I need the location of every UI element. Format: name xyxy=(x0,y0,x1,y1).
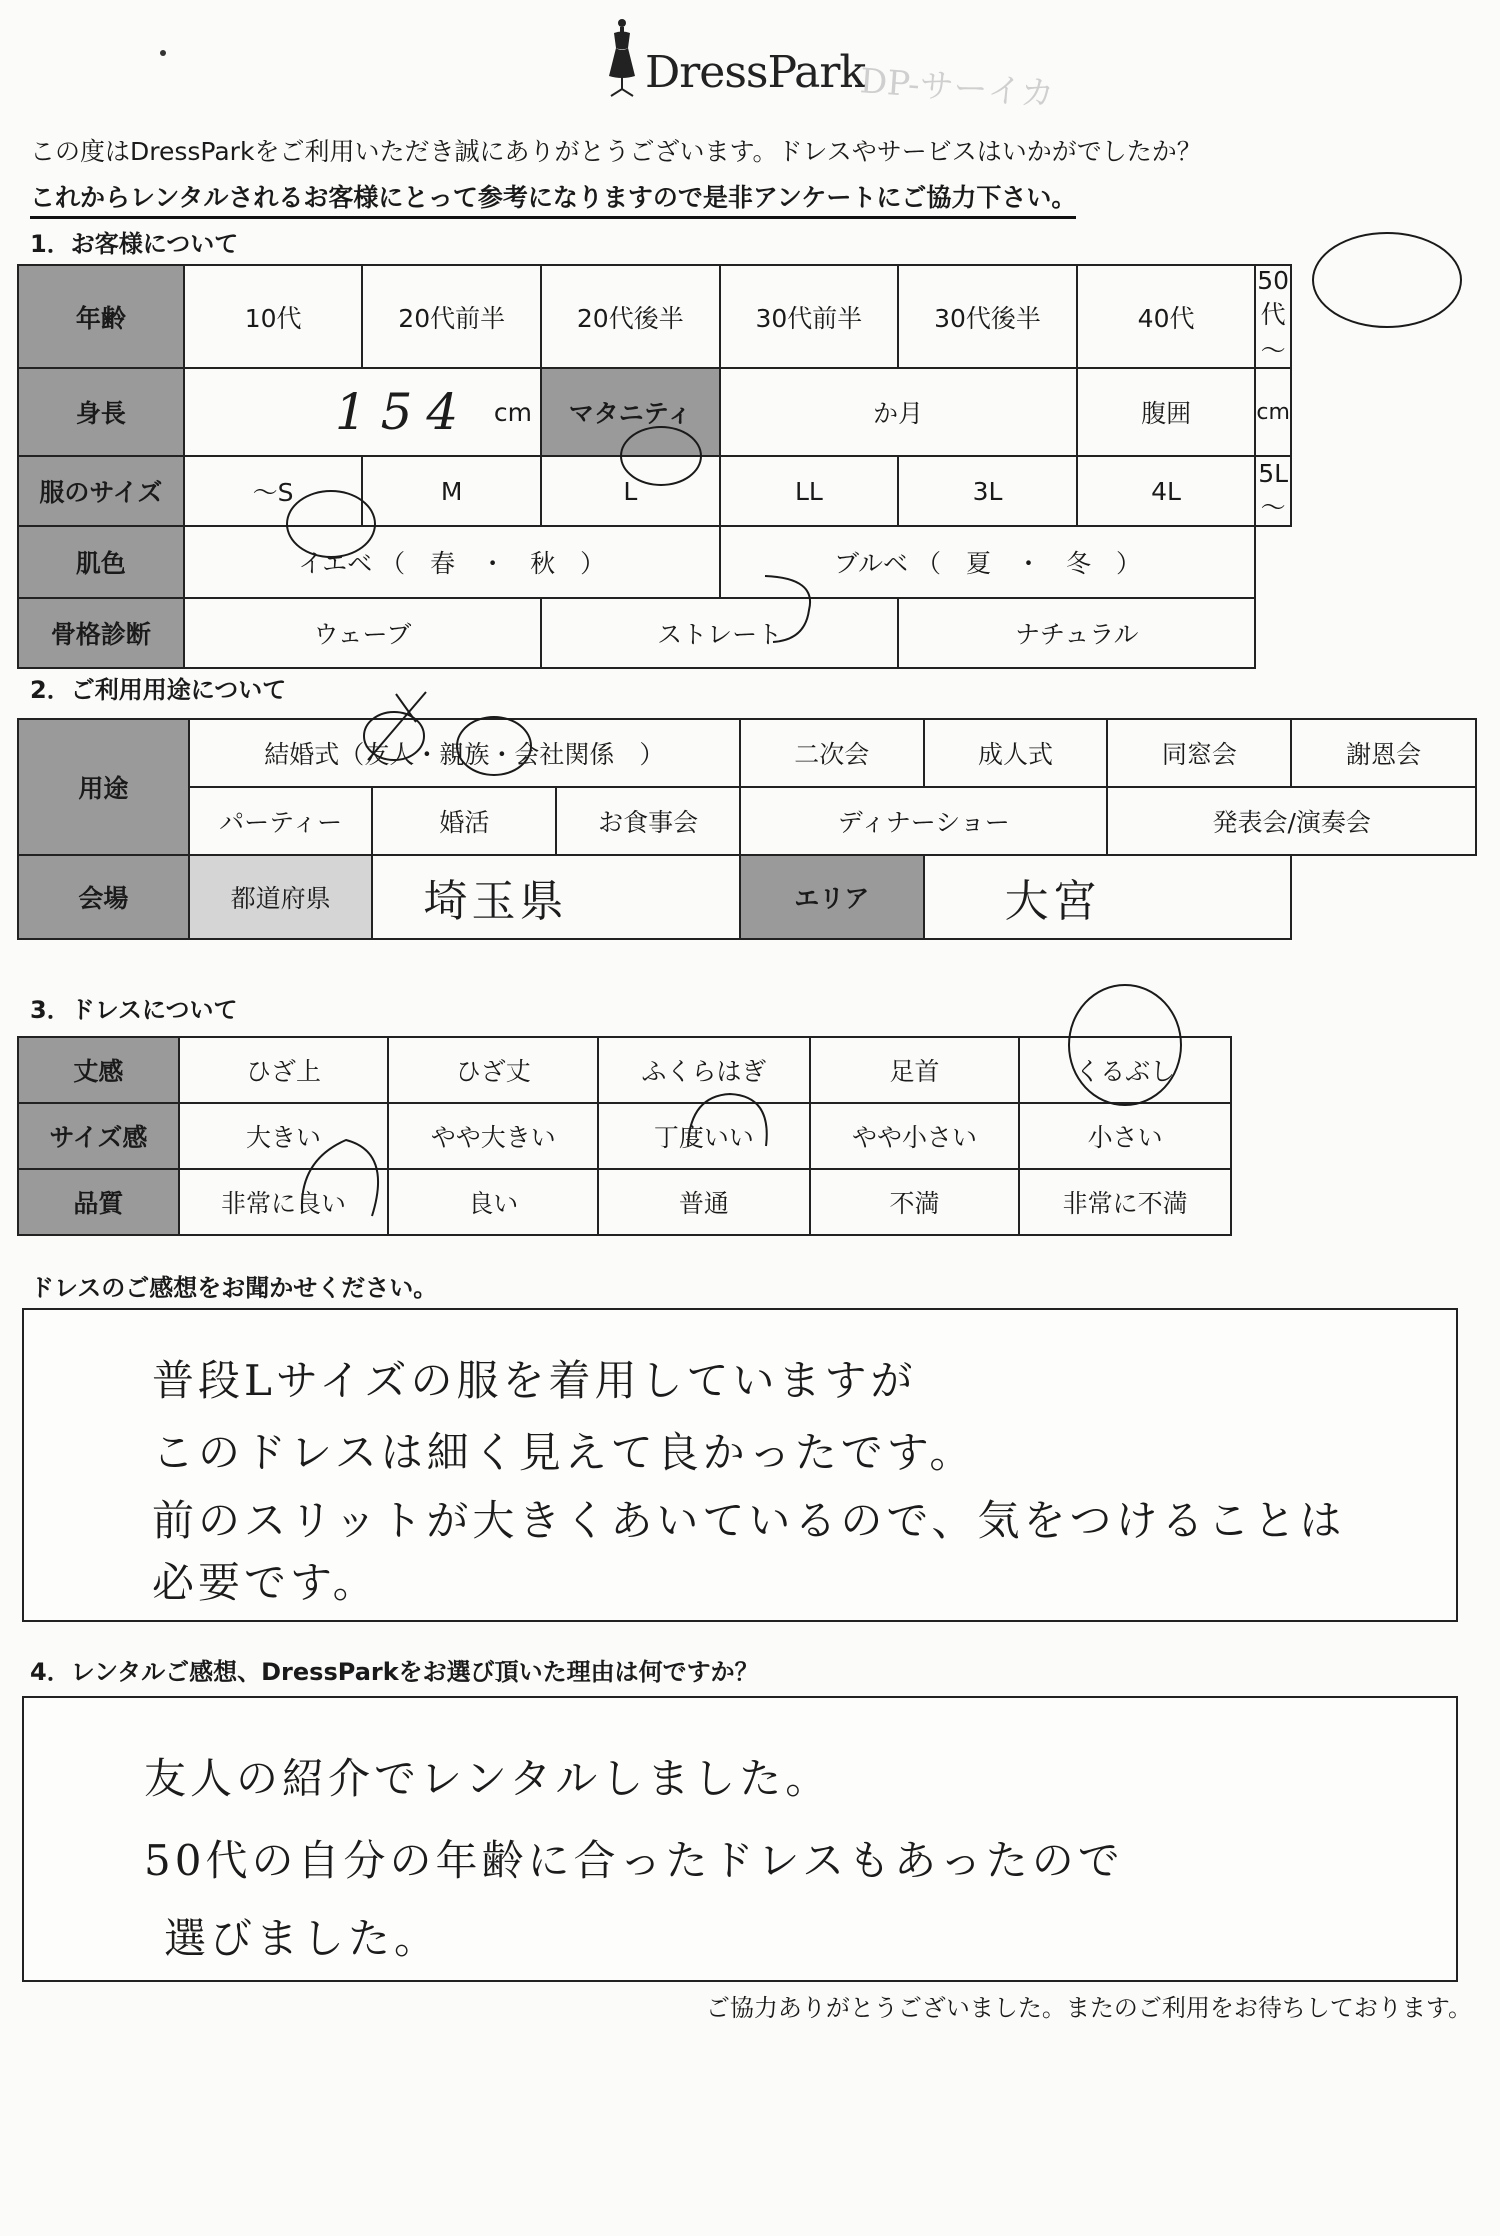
reason-line: 50代の自分の年齢に合ったドレスもあったので xyxy=(144,1836,1124,1885)
age-option[interactable]: 40代 xyxy=(1077,265,1256,368)
use-option[interactable]: ディナーショー xyxy=(740,787,1108,855)
skin-yellow-seasons: （ 春 ・ 秋 ） xyxy=(380,549,606,578)
size-option[interactable]: L xyxy=(541,456,720,526)
use-label: 用途 xyxy=(18,719,189,855)
quality-option[interactable]: 普通 xyxy=(598,1169,810,1235)
age-option[interactable]: 20代後半 xyxy=(541,265,720,368)
height-label: 身長 xyxy=(18,368,184,456)
skin-selected-mark xyxy=(286,490,376,558)
pref-field[interactable] xyxy=(372,855,740,939)
blank-cell xyxy=(1291,855,1476,939)
dress-table xyxy=(17,1036,1232,1236)
length-option[interactable]: くるぶし xyxy=(1019,1037,1231,1103)
faint-stamp: DP-サーイカ xyxy=(858,61,1056,115)
maternity-label: マタニティ xyxy=(541,368,720,456)
quality-option[interactable]: 非常に良い xyxy=(179,1169,389,1235)
size-option[interactable]: 5L～ xyxy=(1255,456,1291,526)
length-option[interactable]: 足首 xyxy=(810,1037,1020,1103)
impression-textarea[interactable] xyxy=(22,1308,1458,1622)
frame-option[interactable]: ウェーブ xyxy=(184,598,541,668)
fit-option[interactable]: やや小さい xyxy=(810,1103,1020,1169)
size-option[interactable]: M xyxy=(362,456,541,526)
skin-row xyxy=(18,526,1291,598)
skin-blue-label: ブルベ xyxy=(833,549,908,578)
fit-option[interactable]: 小さい xyxy=(1019,1103,1231,1169)
quality-label: 品質 xyxy=(18,1169,179,1235)
size-option[interactable]: 4L xyxy=(1077,456,1256,526)
size-selected-mark xyxy=(620,426,702,486)
frame-check-mark xyxy=(755,570,825,650)
wedding-rest: ・会社関係 ） xyxy=(489,740,665,769)
usage-table xyxy=(17,718,1477,940)
use-option[interactable]: 同窓会 xyxy=(1107,719,1291,787)
use-option[interactable]: 婚活 xyxy=(372,787,556,855)
size-option[interactable]: LL xyxy=(720,456,899,526)
brand-logo xyxy=(605,18,865,98)
fit-selected-mark xyxy=(680,1086,780,1166)
length-option[interactable]: ふくらはぎ xyxy=(598,1037,810,1103)
use-option[interactable]: 成人式 xyxy=(924,719,1108,787)
frame-option[interactable]: ナチュラル xyxy=(898,598,1255,668)
age-option[interactable]: 30代前半 xyxy=(720,265,899,368)
impression-line: 普段Lサイズの服を着用していますが xyxy=(152,1356,917,1405)
skin-yellow-label: イエベ xyxy=(298,549,373,578)
frame-label: 骨格診断 xyxy=(18,598,184,668)
venue-label: 会場 xyxy=(18,855,189,939)
thanks-message: ご協力ありがとうございました。またのご利用をお待ちしております。 xyxy=(705,1994,1472,2022)
reason-textarea[interactable] xyxy=(22,1696,1458,1982)
length-label: 丈感 xyxy=(18,1037,179,1103)
pref-label: 都道府県 xyxy=(189,855,373,939)
age-option[interactable]: 20代前半 xyxy=(362,265,541,368)
size-option[interactable]: 3L xyxy=(898,456,1077,526)
intro-line2: これからレンタルされるお客様にとって参考になりますので是非アンケートにご協力下さい。 xyxy=(30,178,1076,219)
section1-title: 1．お客様について xyxy=(30,230,239,258)
area-field[interactable] xyxy=(924,855,1292,939)
maternity-field[interactable]: か月 xyxy=(720,368,1077,456)
age-option[interactable]: 10代 xyxy=(184,265,363,368)
use-option[interactable]: 二次会 xyxy=(740,719,924,787)
brand-name: DressPark xyxy=(645,47,866,98)
waist-field[interactable]: cm xyxy=(1255,368,1291,456)
age-row xyxy=(18,265,1291,368)
wedding-sep: ・ xyxy=(414,740,440,769)
age-label: 年齢 xyxy=(18,265,184,368)
use-option[interactable]: パーティー xyxy=(189,787,373,855)
section4-title: 4．レンタルご感想、DressParkをお選び頂いた理由は何ですか？ xyxy=(30,1658,759,1686)
size-option[interactable]: ～S xyxy=(184,456,363,526)
quality-selected-mark xyxy=(296,1130,396,1230)
length-option[interactable]: ひざ丈 xyxy=(388,1037,598,1103)
dress-form-icon xyxy=(605,18,639,98)
section3-title: 3．ドレスについて xyxy=(30,996,238,1024)
age-option[interactable]: 30代後半 xyxy=(898,265,1077,368)
area-value: 大宮 xyxy=(1004,876,1101,927)
intro-line1: この度はDressParkをご利用いただき誠にありがとうございます。ドレスやサービスはいかがでしたか？ xyxy=(30,137,1202,166)
height-field[interactable] xyxy=(184,368,541,456)
wedding-friend-mark xyxy=(356,686,436,766)
wedding-family: 親族 xyxy=(439,740,490,769)
use-option[interactable]: 謝恩会 xyxy=(1291,719,1476,787)
wedding-friend: 友人 xyxy=(364,740,415,769)
impression-title: ドレスのご感想をお聞かせください。 xyxy=(30,1274,438,1302)
blank-cell xyxy=(1255,526,1291,598)
frame-option[interactable]: ストレート xyxy=(541,598,898,668)
speck xyxy=(160,50,166,56)
size-label: 服のサイズ xyxy=(18,456,184,526)
pref-value: 埼玉県 xyxy=(423,876,568,927)
fit-label: サイズ感 xyxy=(18,1103,179,1169)
wedding-family-mark xyxy=(456,716,532,776)
wedding-prefix: 結婚式（ xyxy=(264,740,365,769)
skin-label: 肌色 xyxy=(18,526,184,598)
blank-cell xyxy=(1255,598,1291,668)
quality-option[interactable]: 良い xyxy=(388,1169,598,1235)
length-option[interactable]: ひざ上 xyxy=(179,1037,389,1103)
fit-option[interactable]: 丁度いい xyxy=(598,1103,810,1169)
frame-row xyxy=(18,598,1291,668)
skin-blue-seasons: （ 夏 ・ 冬 ） xyxy=(915,549,1141,578)
age-option[interactable]: 50代～ xyxy=(1255,265,1291,368)
fit-option[interactable]: やや大きい xyxy=(388,1103,598,1169)
age-selected-mark xyxy=(1312,232,1462,328)
use-option[interactable]: お食事会 xyxy=(556,787,740,855)
height-unit: cm xyxy=(493,397,532,427)
impression-line: 前のスリットが大きくあいているので、気をつけることは xyxy=(152,1496,1346,1545)
skin-yellow-option[interactable] xyxy=(184,526,720,598)
quality-option[interactable]: 不満 xyxy=(810,1169,1020,1235)
impression-line: このドレスは細く見えて良かったです。 xyxy=(152,1428,976,1477)
use-option[interactable]: 発表会/演奏会 xyxy=(1107,787,1476,855)
section2-title: 2．ご利用用途について xyxy=(30,676,287,704)
quality-option[interactable]: 非常に不満 xyxy=(1019,1169,1231,1235)
waist-label: 腹囲 xyxy=(1077,368,1256,456)
reason-line: 選びました。 xyxy=(164,1914,441,1963)
area-label: エリア xyxy=(740,855,924,939)
impression-line: 必要です。 xyxy=(152,1558,379,1607)
fit-option[interactable]: 大きい xyxy=(179,1103,389,1169)
height-value: 154 xyxy=(334,383,473,441)
reason-line: 友人の紹介でレンタルしました。 xyxy=(144,1754,832,1803)
length-selected-mark xyxy=(1068,984,1182,1106)
